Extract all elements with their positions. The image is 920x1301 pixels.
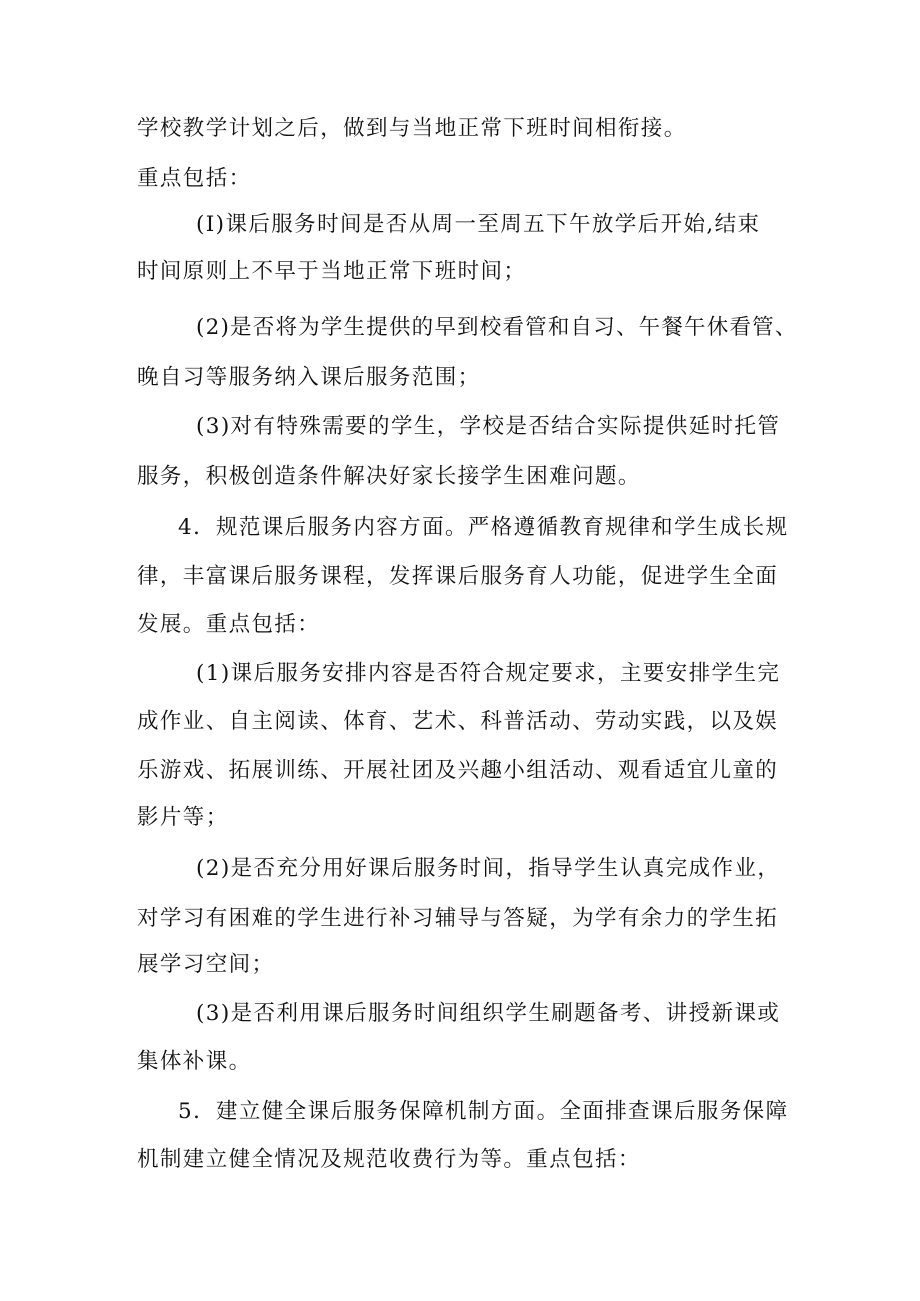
text-line: 机制建立健全情况及规范收费行为等。重点包括： [137,1147,641,1172]
text-line: (2)是否将为学生提供的早到校看管和自习、午餐午休看管、 [196,315,798,340]
text-line: 4．规范课后服务内容方面。严格遵循教育规律和学生成长规 [178,515,789,540]
text-line: (3)是否利用课后服务时间组织学生刷题备考、讲授新课或 [196,1001,781,1026]
text-line: 对学习有困难的学生进行补习辅导与答疑，为学有余力的学生拓 [137,906,779,931]
text-line: (1)课后服务安排内容是否符合规定要求，主要安排学生完 [196,661,781,686]
text-line: 律，丰富课后服务课程，发挥课后服务育人功能，促进学生全面 [137,564,779,589]
text-line: 重点包括： [137,166,252,191]
text-line: (I)课后服务时间是否从周一至周五下午放学后开始,结束 [196,212,761,237]
text-line: 集体补课。 [137,1049,252,1074]
text-line: 服务，积极创造条件解决好家长接学生困难问题。 [137,464,641,489]
text-line: 晚自习等服务纳入课后服务范围； [137,365,481,390]
text-line: 发展。重点包括： [137,612,321,637]
text-line: (2)是否充分用好课后服务时间，指导学生认真完成作业， [196,856,781,881]
text-line: 乐游戏、拓展训练、开展社团及兴趣小组活动、观看适宜儿童的 [137,758,779,783]
text-line: 学校教学计划之后，做到与当地正常下班时间相衔接。 [137,116,687,141]
text-line: 展学习空间； [137,952,275,977]
text-line: 成作业、自主阅读、体育、艺术、科普活动、劳动实践，以及娱 [137,709,779,734]
text-line: 时间原则上不早于当地正常下班时间； [137,259,527,284]
text-line: 5．建立健全课后服务保障机制方面。全面排查课后服务保障 [178,1099,789,1124]
text-line: (3)对有特殊需要的学生，学校是否结合实际提供延时托管 [196,414,781,439]
text-line: 影片等； [137,805,229,830]
